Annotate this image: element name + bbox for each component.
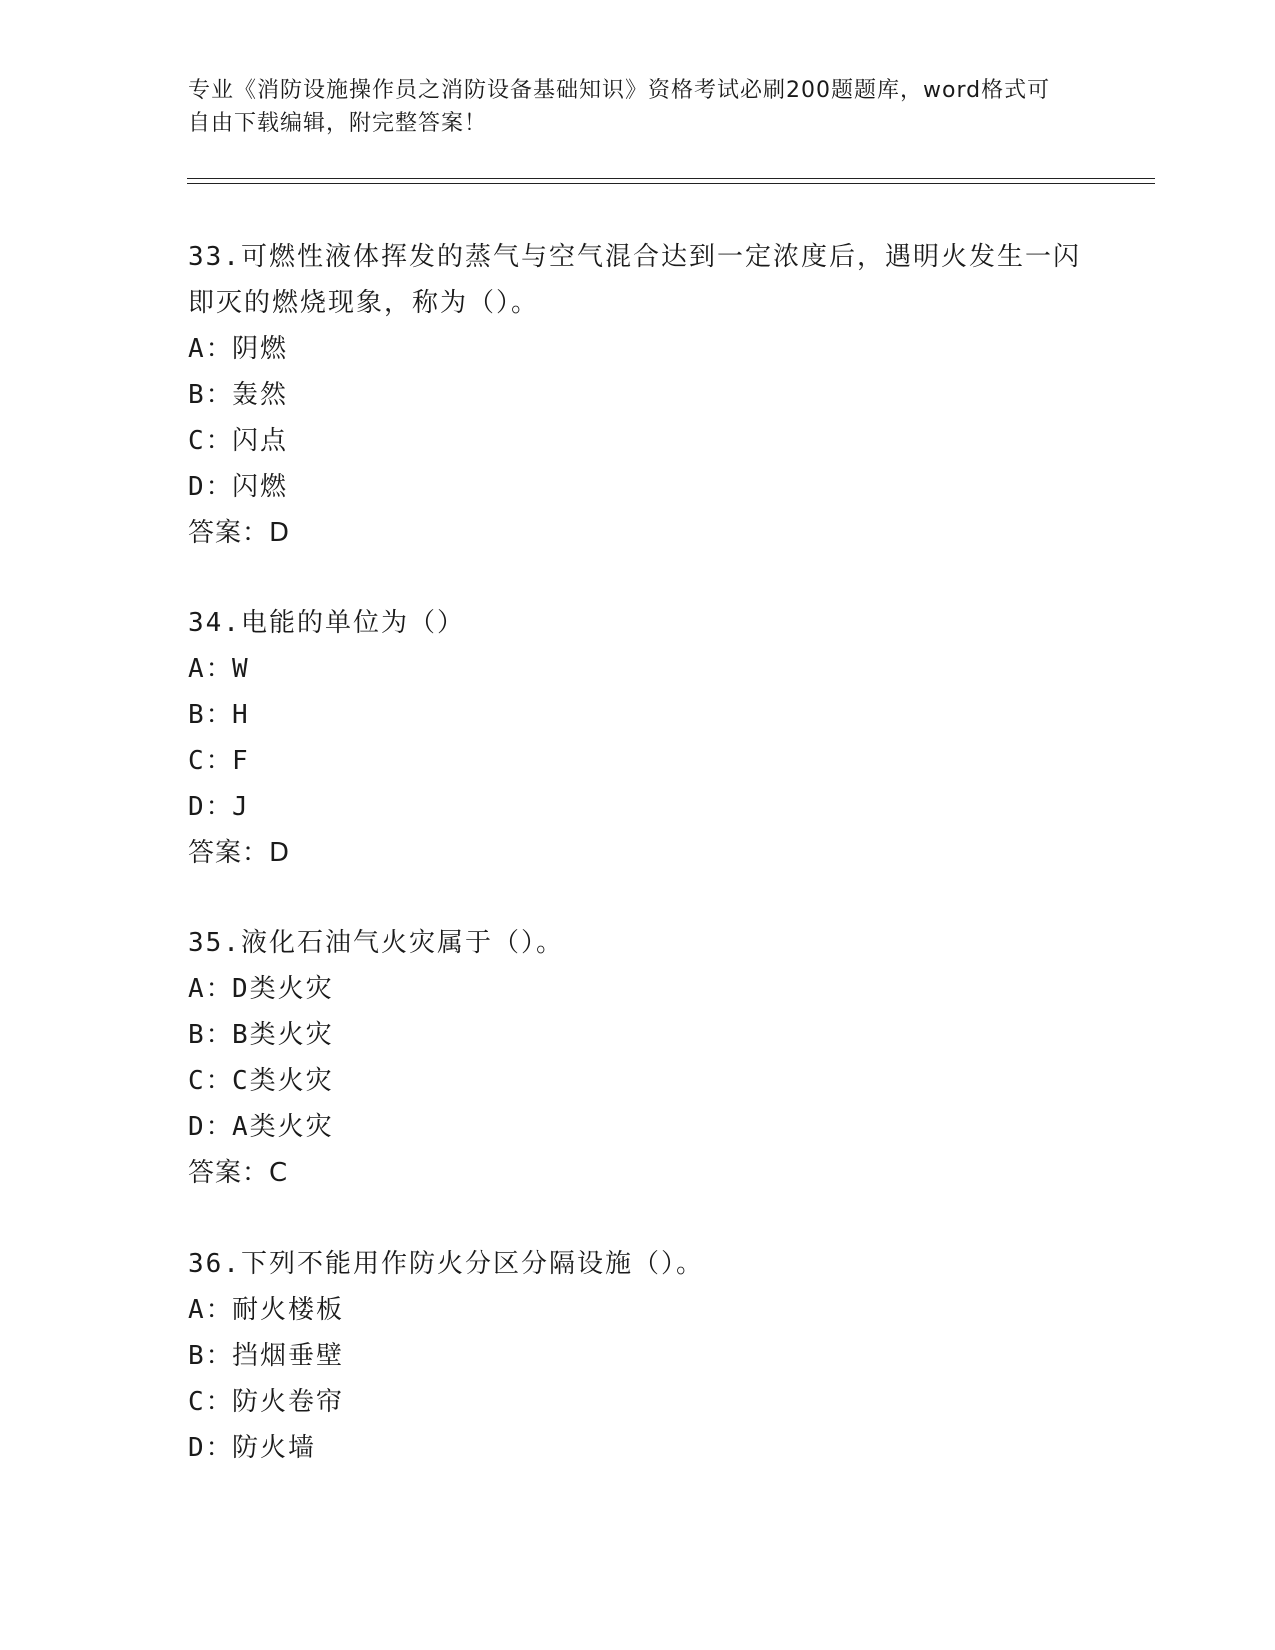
option-d: [188, 784, 1088, 830]
option-key: D：: [188, 472, 234, 502]
option-b: [188, 692, 1088, 738]
option-c: [188, 738, 1088, 784]
question-33: [188, 234, 1088, 556]
option-key: D：: [188, 792, 234, 822]
option-text: 阴燃: [232, 334, 289, 364]
document-header: 专业《消防设施操作员之消防设备基础知识》资格考试必刷200题题库，word格式可自由下载编辑，附完整答案！: [188, 78, 1051, 136]
option-b: [188, 1012, 1088, 1058]
option-b: [188, 372, 1088, 418]
option-text: 闪燃: [232, 472, 289, 502]
option-key: C：: [188, 1066, 234, 1096]
option-key: D：: [188, 1112, 234, 1142]
question-stem: 34.电能的单位为（）: [188, 608, 465, 638]
option-a: [188, 966, 1088, 1012]
option-c: [188, 1379, 1088, 1425]
option-key: B：: [188, 1341, 234, 1371]
option-text: 挡烟垂壁: [232, 1341, 345, 1371]
option-text: B类火灾: [232, 1020, 334, 1050]
option-d: [188, 1104, 1088, 1150]
option-key: B：: [188, 700, 234, 730]
option-b: [188, 1333, 1088, 1379]
question-35: [188, 920, 1088, 1196]
option-text: 防火墙: [232, 1433, 317, 1463]
option-text: 防火卷帘: [232, 1387, 345, 1417]
option-c: [188, 1058, 1088, 1104]
header-divider-top: [187, 178, 1155, 179]
option-a: [188, 646, 1088, 692]
option-c: [188, 418, 1088, 464]
option-text: H: [232, 700, 250, 730]
option-text: F: [232, 746, 250, 776]
option-key: C：: [188, 426, 234, 456]
option-text: C类火灾: [232, 1066, 334, 1096]
option-key: A：: [188, 1295, 234, 1325]
option-d: [188, 1425, 1088, 1471]
question-stem: 35.液化石油气火灾属于（）。: [188, 928, 564, 958]
option-text: W: [232, 654, 250, 684]
answer-line: 答案：D: [188, 838, 291, 868]
option-text: 耐火楼板: [232, 1295, 345, 1325]
option-key: A：: [188, 334, 234, 364]
option-d: [188, 464, 1088, 510]
question-stem: 36.下列不能用作防火分区分隔设施（）。: [188, 1249, 704, 1279]
option-text: 轰然: [232, 380, 289, 410]
option-key: A：: [188, 654, 234, 684]
option-text: 闪点: [232, 426, 289, 456]
option-key: D：: [188, 1433, 234, 1463]
option-key: B：: [188, 380, 234, 410]
answer-line: 答案：D: [188, 518, 291, 548]
option-key: C：: [188, 1387, 234, 1417]
header-divider-bottom: [187, 183, 1155, 184]
option-text: A类火灾: [232, 1112, 334, 1142]
option-a: [188, 1287, 1088, 1333]
answer-line: 答案：C: [188, 1158, 289, 1188]
question-36: [188, 1241, 1088, 1471]
question-34: [188, 600, 1088, 876]
option-text: D类火灾: [232, 974, 334, 1004]
option-key: C：: [188, 746, 234, 776]
option-a: [188, 326, 1088, 372]
option-text: J: [232, 792, 250, 822]
option-key: B：: [188, 1020, 234, 1050]
question-stem: 33.可燃性液体挥发的蒸气与空气混合达到一定浓度后，遇明火发生一闪即灭的燃烧现象，称为（）。: [188, 242, 1081, 318]
option-key: A：: [188, 974, 234, 1004]
